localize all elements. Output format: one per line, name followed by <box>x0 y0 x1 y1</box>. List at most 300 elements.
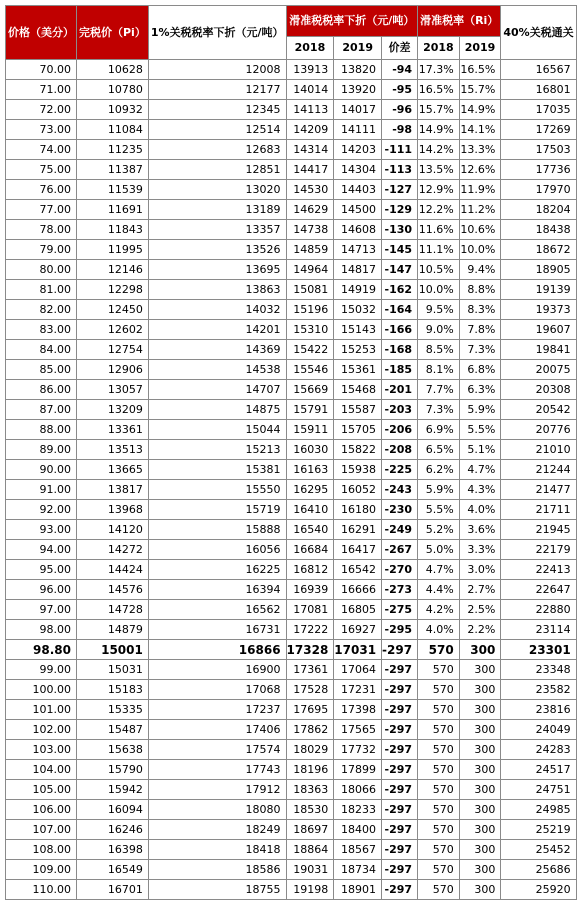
table-row <box>6 600 577 620</box>
cell-tax40: 16567 <box>501 60 576 80</box>
cell-price: 95.00 <box>6 560 77 580</box>
cell-2018: 15546 <box>286 360 334 380</box>
cell-rate-2019: 11.2% <box>459 200 501 220</box>
header-price: 价格（美分） <box>6 6 77 60</box>
cell-tax40: 19373 <box>501 300 576 320</box>
cell-tax1: 17406 <box>148 720 286 740</box>
cell-rate-2019: 10.6% <box>459 220 501 240</box>
cell-2019: 14919 <box>334 280 382 300</box>
cell-price: 76.00 <box>6 180 77 200</box>
cell-2018: 14314 <box>286 140 334 160</box>
cell-rate-2019: 300 <box>459 840 501 860</box>
cell-2018: 17695 <box>286 700 334 720</box>
cell-pi: 11084 <box>77 120 149 140</box>
cell-rate-2019: 7.3% <box>459 340 501 360</box>
cell-2019: 18233 <box>334 800 382 820</box>
cell-rate-2019: 6.3% <box>459 380 501 400</box>
cell-2018: 14209 <box>286 120 334 140</box>
cell-2019: 14608 <box>334 220 382 240</box>
cell-rate-2018: 5.0% <box>418 540 460 560</box>
header-rate-2019: 2019 <box>459 37 501 60</box>
cell-diff: -94 <box>382 60 418 80</box>
cell-price: 109.00 <box>6 860 77 880</box>
cell-tax40: 19841 <box>501 340 576 360</box>
table-row <box>6 140 577 160</box>
cell-tax40: 23816 <box>501 700 576 720</box>
cell-rate-2019: 2.2% <box>459 620 501 640</box>
cell-rate-2018: 4.4% <box>418 580 460 600</box>
cell-pi: 15001 <box>77 640 149 660</box>
cell-tax1: 18586 <box>148 860 286 880</box>
cell-rate-2019: 4.3% <box>459 480 501 500</box>
cell-diff: -225 <box>382 460 418 480</box>
table-row <box>6 360 577 380</box>
cell-pi: 16549 <box>77 860 149 880</box>
table-row <box>6 480 577 500</box>
cell-2019: 14500 <box>334 200 382 220</box>
cell-rate-2018: 570 <box>418 640 460 660</box>
cell-tax1: 17574 <box>148 740 286 760</box>
header-slide-group: 滑准税税率下折（元/吨） <box>286 6 418 37</box>
cell-tax1: 18418 <box>148 840 286 860</box>
cell-rate-2018: 570 <box>418 880 460 900</box>
cell-rate-2019: 14.9% <box>459 100 501 120</box>
cell-tax1: 15719 <box>148 500 286 520</box>
table-row <box>6 820 577 840</box>
cell-price: 101.00 <box>6 700 77 720</box>
cell-diff: -111 <box>382 140 418 160</box>
cell-price: 80.00 <box>6 260 77 280</box>
cell-rate-2018: 8.5% <box>418 340 460 360</box>
cell-diff: -185 <box>382 360 418 380</box>
cell-2018: 17328 <box>286 640 334 660</box>
cell-rate-2018: 7.7% <box>418 380 460 400</box>
cell-rate-2019: 2.5% <box>459 600 501 620</box>
cell-2018: 15911 <box>286 420 334 440</box>
cell-2019: 16542 <box>334 560 382 580</box>
cell-diff: -297 <box>382 700 418 720</box>
cell-rate-2019: 10.0% <box>459 240 501 260</box>
cell-diff: -164 <box>382 300 418 320</box>
header-tax1: 1%关税税率下折（元/吨） <box>148 6 286 60</box>
cell-pi: 13209 <box>77 400 149 420</box>
cell-pi: 11691 <box>77 200 149 220</box>
table-row <box>6 460 577 480</box>
cell-rate-2019: 15.7% <box>459 80 501 100</box>
cell-rate-2018: 6.2% <box>418 460 460 480</box>
cell-2018: 18697 <box>286 820 334 840</box>
cell-pi: 11387 <box>77 160 149 180</box>
cell-pi: 14424 <box>77 560 149 580</box>
table-row <box>6 340 577 360</box>
cell-rate-2018: 570 <box>418 780 460 800</box>
cell-tax1: 13526 <box>148 240 286 260</box>
cell-price: 91.00 <box>6 480 77 500</box>
cell-price: 87.00 <box>6 400 77 420</box>
cell-2019: 16417 <box>334 540 382 560</box>
cell-pi: 15790 <box>77 760 149 780</box>
cell-rate-2018: 570 <box>418 700 460 720</box>
cell-rate-2019: 3.0% <box>459 560 501 580</box>
cell-price: 102.00 <box>6 720 77 740</box>
cell-price: 99.00 <box>6 660 77 680</box>
cell-price: 81.00 <box>6 280 77 300</box>
table-row <box>6 380 577 400</box>
table-row <box>6 540 577 560</box>
cell-tax1: 15213 <box>148 440 286 460</box>
cell-price: 107.00 <box>6 820 77 840</box>
cell-rate-2019: 300 <box>459 740 501 760</box>
cell-tax40: 21010 <box>501 440 576 460</box>
cell-2018: 18864 <box>286 840 334 860</box>
cell-rate-2018: 570 <box>418 720 460 740</box>
cell-2019: 16291 <box>334 520 382 540</box>
cell-2019: 17565 <box>334 720 382 740</box>
cell-diff: -297 <box>382 720 418 740</box>
cell-tax1: 14538 <box>148 360 286 380</box>
cell-diff: -297 <box>382 880 418 900</box>
cell-rate-2019: 13.3% <box>459 140 501 160</box>
table-row <box>6 80 577 100</box>
cell-2019: 15468 <box>334 380 382 400</box>
cell-tax1: 12851 <box>148 160 286 180</box>
cell-pi: 10780 <box>77 80 149 100</box>
cell-pi: 12450 <box>77 300 149 320</box>
header-rate-2018: 2018 <box>418 37 460 60</box>
cell-tax40: 17269 <box>501 120 576 140</box>
cell-2019: 17231 <box>334 680 382 700</box>
cell-price: 82.00 <box>6 300 77 320</box>
cell-tax1: 17743 <box>148 760 286 780</box>
cell-rate-2019: 300 <box>459 760 501 780</box>
cell-rate-2019: 300 <box>459 860 501 880</box>
cell-tax40: 24517 <box>501 760 576 780</box>
cell-2019: 16180 <box>334 500 382 520</box>
cell-price: 98.00 <box>6 620 77 640</box>
cell-pi: 16094 <box>77 800 149 820</box>
cell-2018: 14629 <box>286 200 334 220</box>
cell-2019: 17899 <box>334 760 382 780</box>
cell-2019: 16927 <box>334 620 382 640</box>
cell-pi: 13057 <box>77 380 149 400</box>
cell-rate-2019: 5.5% <box>459 420 501 440</box>
cell-diff: -270 <box>382 560 418 580</box>
table-row <box>6 880 577 900</box>
cell-pi: 11995 <box>77 240 149 260</box>
cell-pi: 15638 <box>77 740 149 760</box>
cell-rate-2019: 300 <box>459 720 501 740</box>
cell-tax1: 15550 <box>148 480 286 500</box>
cell-price: 79.00 <box>6 240 77 260</box>
cell-2019: 16805 <box>334 600 382 620</box>
tariff-table <box>5 5 577 900</box>
table-row <box>6 580 577 600</box>
cell-2018: 14113 <box>286 100 334 120</box>
cell-tax1: 14707 <box>148 380 286 400</box>
cell-2018: 15310 <box>286 320 334 340</box>
cell-diff: -127 <box>382 180 418 200</box>
table-row <box>6 520 577 540</box>
cell-diff: -297 <box>382 800 418 820</box>
cell-tax1: 12683 <box>148 140 286 160</box>
cell-2019: 14304 <box>334 160 382 180</box>
cell-tax1: 18755 <box>148 880 286 900</box>
cell-price: 72.00 <box>6 100 77 120</box>
cell-price: 74.00 <box>6 140 77 160</box>
cell-rate-2018: 13.5% <box>418 160 460 180</box>
cell-rate-2019: 11.9% <box>459 180 501 200</box>
cell-tax1: 14369 <box>148 340 286 360</box>
cell-diff: -267 <box>382 540 418 560</box>
cell-price: 70.00 <box>6 60 77 80</box>
cell-tax40: 17970 <box>501 180 576 200</box>
cell-price: 78.00 <box>6 220 77 240</box>
cell-price: 86.00 <box>6 380 77 400</box>
cell-rate-2019: 300 <box>459 660 501 680</box>
cell-2019: 18901 <box>334 880 382 900</box>
cell-tax1: 13357 <box>148 220 286 240</box>
cell-rate-2018: 5.2% <box>418 520 460 540</box>
cell-diff: -208 <box>382 440 418 460</box>
cell-pi: 13968 <box>77 500 149 520</box>
cell-2018: 16410 <box>286 500 334 520</box>
cell-pi: 13665 <box>77 460 149 480</box>
table-row <box>6 260 577 280</box>
cell-price: 100.00 <box>6 680 77 700</box>
cell-diff: -162 <box>382 280 418 300</box>
cell-2019: 14403 <box>334 180 382 200</box>
cell-2019: 15705 <box>334 420 382 440</box>
cell-2019: 18734 <box>334 860 382 880</box>
cell-price: 105.00 <box>6 780 77 800</box>
header-diff: 价差 <box>382 37 418 60</box>
table-row <box>6 680 577 700</box>
cell-tax40: 18438 <box>501 220 576 240</box>
cell-rate-2018: 17.3% <box>418 60 460 80</box>
cell-rate-2018: 11.6% <box>418 220 460 240</box>
cell-pi: 14120 <box>77 520 149 540</box>
cell-diff: -295 <box>382 620 418 640</box>
cell-rate-2018: 4.7% <box>418 560 460 580</box>
table-row <box>6 740 577 760</box>
cell-price: 108.00 <box>6 840 77 860</box>
cell-rate-2019: 5.9% <box>459 400 501 420</box>
cell-price: 83.00 <box>6 320 77 340</box>
cell-2018: 15196 <box>286 300 334 320</box>
cell-diff: -297 <box>382 820 418 840</box>
cell-price: 73.00 <box>6 120 77 140</box>
cell-diff: -297 <box>382 860 418 880</box>
cell-2018: 16295 <box>286 480 334 500</box>
cell-2019: 18567 <box>334 840 382 860</box>
cell-rate-2018: 7.3% <box>418 400 460 420</box>
cell-tax1: 17237 <box>148 700 286 720</box>
cell-2019: 16052 <box>334 480 382 500</box>
cell-pi: 14576 <box>77 580 149 600</box>
cell-tax40: 25219 <box>501 820 576 840</box>
cell-tax40: 22880 <box>501 600 576 620</box>
cell-pi: 12754 <box>77 340 149 360</box>
cell-tax1: 12008 <box>148 60 286 80</box>
cell-2018: 14964 <box>286 260 334 280</box>
table-row <box>6 780 577 800</box>
cell-price: 103.00 <box>6 740 77 760</box>
cell-pi: 15487 <box>77 720 149 740</box>
cell-2018: 17528 <box>286 680 334 700</box>
cell-tax1: 13189 <box>148 200 286 220</box>
cell-pi: 12602 <box>77 320 149 340</box>
table-row <box>6 760 577 780</box>
cell-price: 93.00 <box>6 520 77 540</box>
cell-pi: 12146 <box>77 260 149 280</box>
cell-pi: 14728 <box>77 600 149 620</box>
cell-price: 96.00 <box>6 580 77 600</box>
cell-rate-2019: 12.6% <box>459 160 501 180</box>
cell-2018: 17222 <box>286 620 334 640</box>
cell-diff: -297 <box>382 640 418 660</box>
header-pi: 完税价（Pi） <box>77 6 149 60</box>
cell-2019: 17031 <box>334 640 382 660</box>
cell-tax40: 22413 <box>501 560 576 580</box>
cell-tax40: 17736 <box>501 160 576 180</box>
cell-tax40: 23582 <box>501 680 576 700</box>
table-row <box>6 220 577 240</box>
cell-rate-2018: 570 <box>418 660 460 680</box>
cell-tax40: 25452 <box>501 840 576 860</box>
cell-price: 88.00 <box>6 420 77 440</box>
cell-tax40: 19607 <box>501 320 576 340</box>
cell-pi: 15335 <box>77 700 149 720</box>
cell-pi: 15031 <box>77 660 149 680</box>
cell-tax1: 14875 <box>148 400 286 420</box>
header-year-2019: 2019 <box>334 37 382 60</box>
cell-2019: 14111 <box>334 120 382 140</box>
cell-rate-2019: 7.8% <box>459 320 501 340</box>
cell-rate-2019: 300 <box>459 880 501 900</box>
cell-tax40: 21945 <box>501 520 576 540</box>
table-row <box>6 700 577 720</box>
cell-tax40: 22179 <box>501 540 576 560</box>
cell-tax40: 23348 <box>501 660 576 680</box>
cell-tax40: 18905 <box>501 260 576 280</box>
cell-tax40: 23114 <box>501 620 576 640</box>
cell-rate-2018: 12.9% <box>418 180 460 200</box>
cell-diff: -297 <box>382 840 418 860</box>
cell-pi: 14879 <box>77 620 149 640</box>
cell-rate-2018: 8.1% <box>418 360 460 380</box>
header-rate-group: 滑准税率（Ri） <box>418 6 501 37</box>
table-row <box>6 840 577 860</box>
cell-rate-2018: 4.2% <box>418 600 460 620</box>
cell-pi: 16701 <box>77 880 149 900</box>
cell-tax1: 17068 <box>148 680 286 700</box>
cell-rate-2018: 4.0% <box>418 620 460 640</box>
table-row <box>6 860 577 880</box>
cell-diff: -243 <box>382 480 418 500</box>
cell-2019: 15587 <box>334 400 382 420</box>
cell-rate-2019: 300 <box>459 800 501 820</box>
cell-rate-2018: 570 <box>418 860 460 880</box>
cell-rate-2018: 12.2% <box>418 200 460 220</box>
cell-pi: 13513 <box>77 440 149 460</box>
cell-tax40: 18204 <box>501 200 576 220</box>
table-row <box>6 240 577 260</box>
table-row <box>6 100 577 120</box>
cell-tax40: 21711 <box>501 500 576 520</box>
cell-pi: 11235 <box>77 140 149 160</box>
cell-price: 84.00 <box>6 340 77 360</box>
cell-2018: 15422 <box>286 340 334 360</box>
cell-rate-2019: 300 <box>459 640 501 660</box>
cell-price: 71.00 <box>6 80 77 100</box>
cell-tax1: 16900 <box>148 660 286 680</box>
cell-diff: -95 <box>382 80 418 100</box>
cell-2018: 15669 <box>286 380 334 400</box>
cell-pi: 15942 <box>77 780 149 800</box>
cell-tax1: 13863 <box>148 280 286 300</box>
cell-diff: -203 <box>382 400 418 420</box>
cell-diff: -206 <box>382 420 418 440</box>
cell-2019: 16666 <box>334 580 382 600</box>
table-row <box>6 120 577 140</box>
cell-2019: 15143 <box>334 320 382 340</box>
cell-price: 77.00 <box>6 200 77 220</box>
cell-2018: 14738 <box>286 220 334 240</box>
cell-tax1: 16731 <box>148 620 286 640</box>
cell-price: 110.00 <box>6 880 77 900</box>
cell-diff: -230 <box>382 500 418 520</box>
cell-2018: 18196 <box>286 760 334 780</box>
cell-diff: -129 <box>382 200 418 220</box>
cell-2019: 15361 <box>334 360 382 380</box>
cell-diff: -168 <box>382 340 418 360</box>
cell-tax40: 17503 <box>501 140 576 160</box>
cell-tax1: 16866 <box>148 640 286 660</box>
cell-price: 104.00 <box>6 760 77 780</box>
cell-diff: -98 <box>382 120 418 140</box>
cell-tax40: 20542 <box>501 400 576 420</box>
cell-2018: 17361 <box>286 660 334 680</box>
cell-rate-2019: 300 <box>459 780 501 800</box>
cell-pi: 11539 <box>77 180 149 200</box>
cell-2019: 15032 <box>334 300 382 320</box>
cell-tax40: 21477 <box>501 480 576 500</box>
cell-tax1: 12514 <box>148 120 286 140</box>
cell-rate-2019: 300 <box>459 680 501 700</box>
cell-2019: 15938 <box>334 460 382 480</box>
cell-tax40: 19139 <box>501 280 576 300</box>
cell-diff: -145 <box>382 240 418 260</box>
cell-rate-2019: 5.1% <box>459 440 501 460</box>
cell-tax1: 17912 <box>148 780 286 800</box>
cell-rate-2018: 6.9% <box>418 420 460 440</box>
table-body <box>6 60 577 900</box>
cell-rate-2019: 16.5% <box>459 60 501 80</box>
cell-tax1: 16562 <box>148 600 286 620</box>
cell-price: 75.00 <box>6 160 77 180</box>
cell-pi: 13361 <box>77 420 149 440</box>
cell-2019: 18066 <box>334 780 382 800</box>
cell-2019: 14713 <box>334 240 382 260</box>
cell-pi: 16246 <box>77 820 149 840</box>
cell-tax40: 20075 <box>501 360 576 380</box>
cell-2019: 17732 <box>334 740 382 760</box>
cell-tax1: 14032 <box>148 300 286 320</box>
table-row <box>6 160 577 180</box>
cell-2018: 16684 <box>286 540 334 560</box>
cell-2018: 16540 <box>286 520 334 540</box>
cell-tax40: 20308 <box>501 380 576 400</box>
